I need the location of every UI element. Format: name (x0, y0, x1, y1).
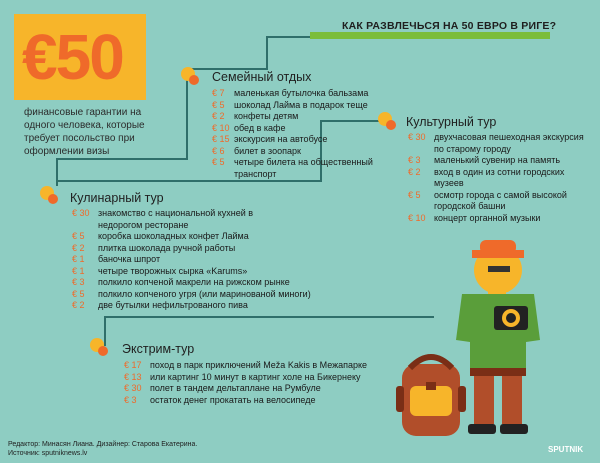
list-item (212, 88, 392, 100)
camera-icon (494, 306, 528, 330)
item-text: маленькая бутылочка бальзама (234, 88, 369, 98)
list-item (124, 372, 394, 384)
item-price: € 2 (408, 166, 421, 177)
item-text: концерт органной музыки (434, 212, 541, 223)
list-item (72, 254, 332, 266)
item-text: шоколад Лайма в подарок теще (234, 99, 368, 110)
credits-source: Источник: sputniknews.lv (8, 450, 88, 457)
circle-icon (386, 120, 396, 130)
item-price: € 30 (124, 383, 142, 393)
title-bar (310, 32, 550, 39)
list-item (72, 266, 332, 278)
connector-line (186, 68, 188, 160)
sputnik-logo: SPUTNIK (548, 445, 584, 454)
credits (8, 440, 197, 458)
item-price: € 5 (212, 157, 225, 167)
item-text: четыре творожных сырка «Karums» (98, 265, 248, 276)
item-price: € 30 (72, 208, 90, 218)
item-text: полет в тандем дельтаплане на Румбуле (150, 383, 321, 393)
list-item (212, 134, 392, 146)
list-item (212, 157, 392, 180)
list-item (124, 360, 394, 372)
list-item (124, 395, 394, 407)
extreme-list (124, 360, 394, 406)
item-text: две бутылки нефильтрованого пива (98, 300, 248, 310)
item-price: € 10 (212, 122, 230, 133)
backpack-icon (396, 357, 466, 436)
family-list (212, 88, 392, 180)
item-text: обед в кафе (234, 122, 286, 133)
list-item (72, 300, 332, 312)
item-text: маленький сувенир на память (434, 155, 561, 165)
item-text: полкило копченого угря (или маринованой миноги) (98, 288, 311, 299)
connector-line (266, 36, 312, 38)
list-item (212, 100, 392, 112)
item-price: € 3 (72, 277, 85, 287)
tourist-illustration (390, 236, 570, 446)
item-text: поход в парк приключений Meža Kakis в Межапарке (150, 360, 368, 370)
item-price: € 2 (72, 300, 85, 310)
item-price: € 2 (72, 242, 85, 253)
item-price: € 1 (72, 254, 85, 264)
list-item (124, 383, 394, 395)
amount-description: финансовые гарантии на одного человека, которые требует посольство при оформлении визы (24, 107, 145, 157)
list-item (72, 289, 332, 301)
item-price: € 5 (408, 189, 421, 200)
circle-icon (189, 75, 199, 85)
list-item (72, 231, 332, 243)
connector-line (104, 316, 106, 346)
circle-icon (98, 346, 108, 356)
item-price: € 5 (72, 288, 85, 299)
connector-line (56, 158, 186, 160)
list-item (408, 132, 588, 155)
section-title-culture: Культурный тур (406, 115, 497, 129)
section-title-family: Семейный отдых (212, 70, 312, 84)
item-price: € 1 (72, 265, 85, 276)
list-item (72, 243, 332, 255)
item-price: € 3 (124, 394, 137, 405)
item-text: осмотр города с самой высокой городской башни (434, 189, 567, 211)
item-text: знакомство с национальной кухней в недорогом ресторане (98, 208, 254, 230)
item-price: € 17 (124, 360, 142, 370)
list-item (212, 111, 392, 123)
item-text: билет в зоопарк (234, 145, 301, 156)
item-price: € 30 (408, 132, 426, 142)
culinary-list (72, 208, 332, 312)
section-title-culinary: Кулинарный тур (70, 191, 164, 205)
page-title: КАК РАЗВЛЕЧЬСЯ НА 50 ЕВРО В РИГЕ? (342, 20, 557, 32)
list-item (408, 167, 588, 190)
item-text: плитка шоколада ручной работы (98, 242, 236, 253)
item-price: € 6 (212, 145, 225, 156)
connector-line (56, 180, 322, 182)
item-text: или картинг 10 минут в картинг холе на Бикернеку (150, 371, 361, 382)
circle-icon (48, 194, 58, 204)
item-text: остаток денег прокатать на велосипеде (150, 394, 316, 405)
item-price: € 10 (408, 212, 426, 223)
item-price: € 5 (212, 99, 225, 110)
connector-line (266, 36, 268, 70)
item-price: € 7 (212, 88, 225, 98)
list-item (72, 277, 332, 289)
item-text: коробка шоколадных конфет Лайма (98, 231, 249, 241)
item-text: полкило копченой макрели на рижском рынке (98, 277, 290, 287)
section-title-extreme: Экстрим-тур (122, 342, 195, 356)
item-price: € 15 (212, 134, 230, 144)
item-text: вход в один из сотни городских музеев (434, 166, 565, 188)
list-item (408, 190, 588, 213)
item-text: двухчасовая пешеходная экскурсия по старому городу (434, 132, 584, 154)
item-text: баночка шпрот (98, 254, 161, 264)
item-price: € 3 (408, 155, 421, 165)
person-icon (456, 240, 540, 434)
list-item (72, 208, 332, 231)
credits-editor: Редактор: Минасян Лиана. Дизайнер: Старова Екатерина. (8, 441, 198, 448)
list-item (408, 155, 588, 167)
list-item (212, 123, 392, 135)
amount-value: €50 (22, 21, 123, 93)
connector-line (104, 316, 434, 318)
list-item (212, 146, 392, 158)
list-item (408, 213, 588, 225)
item-price: € 13 (124, 371, 142, 382)
item-text: конфеты детям (234, 111, 299, 121)
item-text: экскурсия на автобусе (234, 134, 328, 144)
item-price: € 2 (212, 111, 225, 121)
item-text: четыре билета на общественный транспорт (234, 157, 373, 179)
culture-list (408, 132, 588, 224)
item-price: € 5 (72, 231, 85, 241)
